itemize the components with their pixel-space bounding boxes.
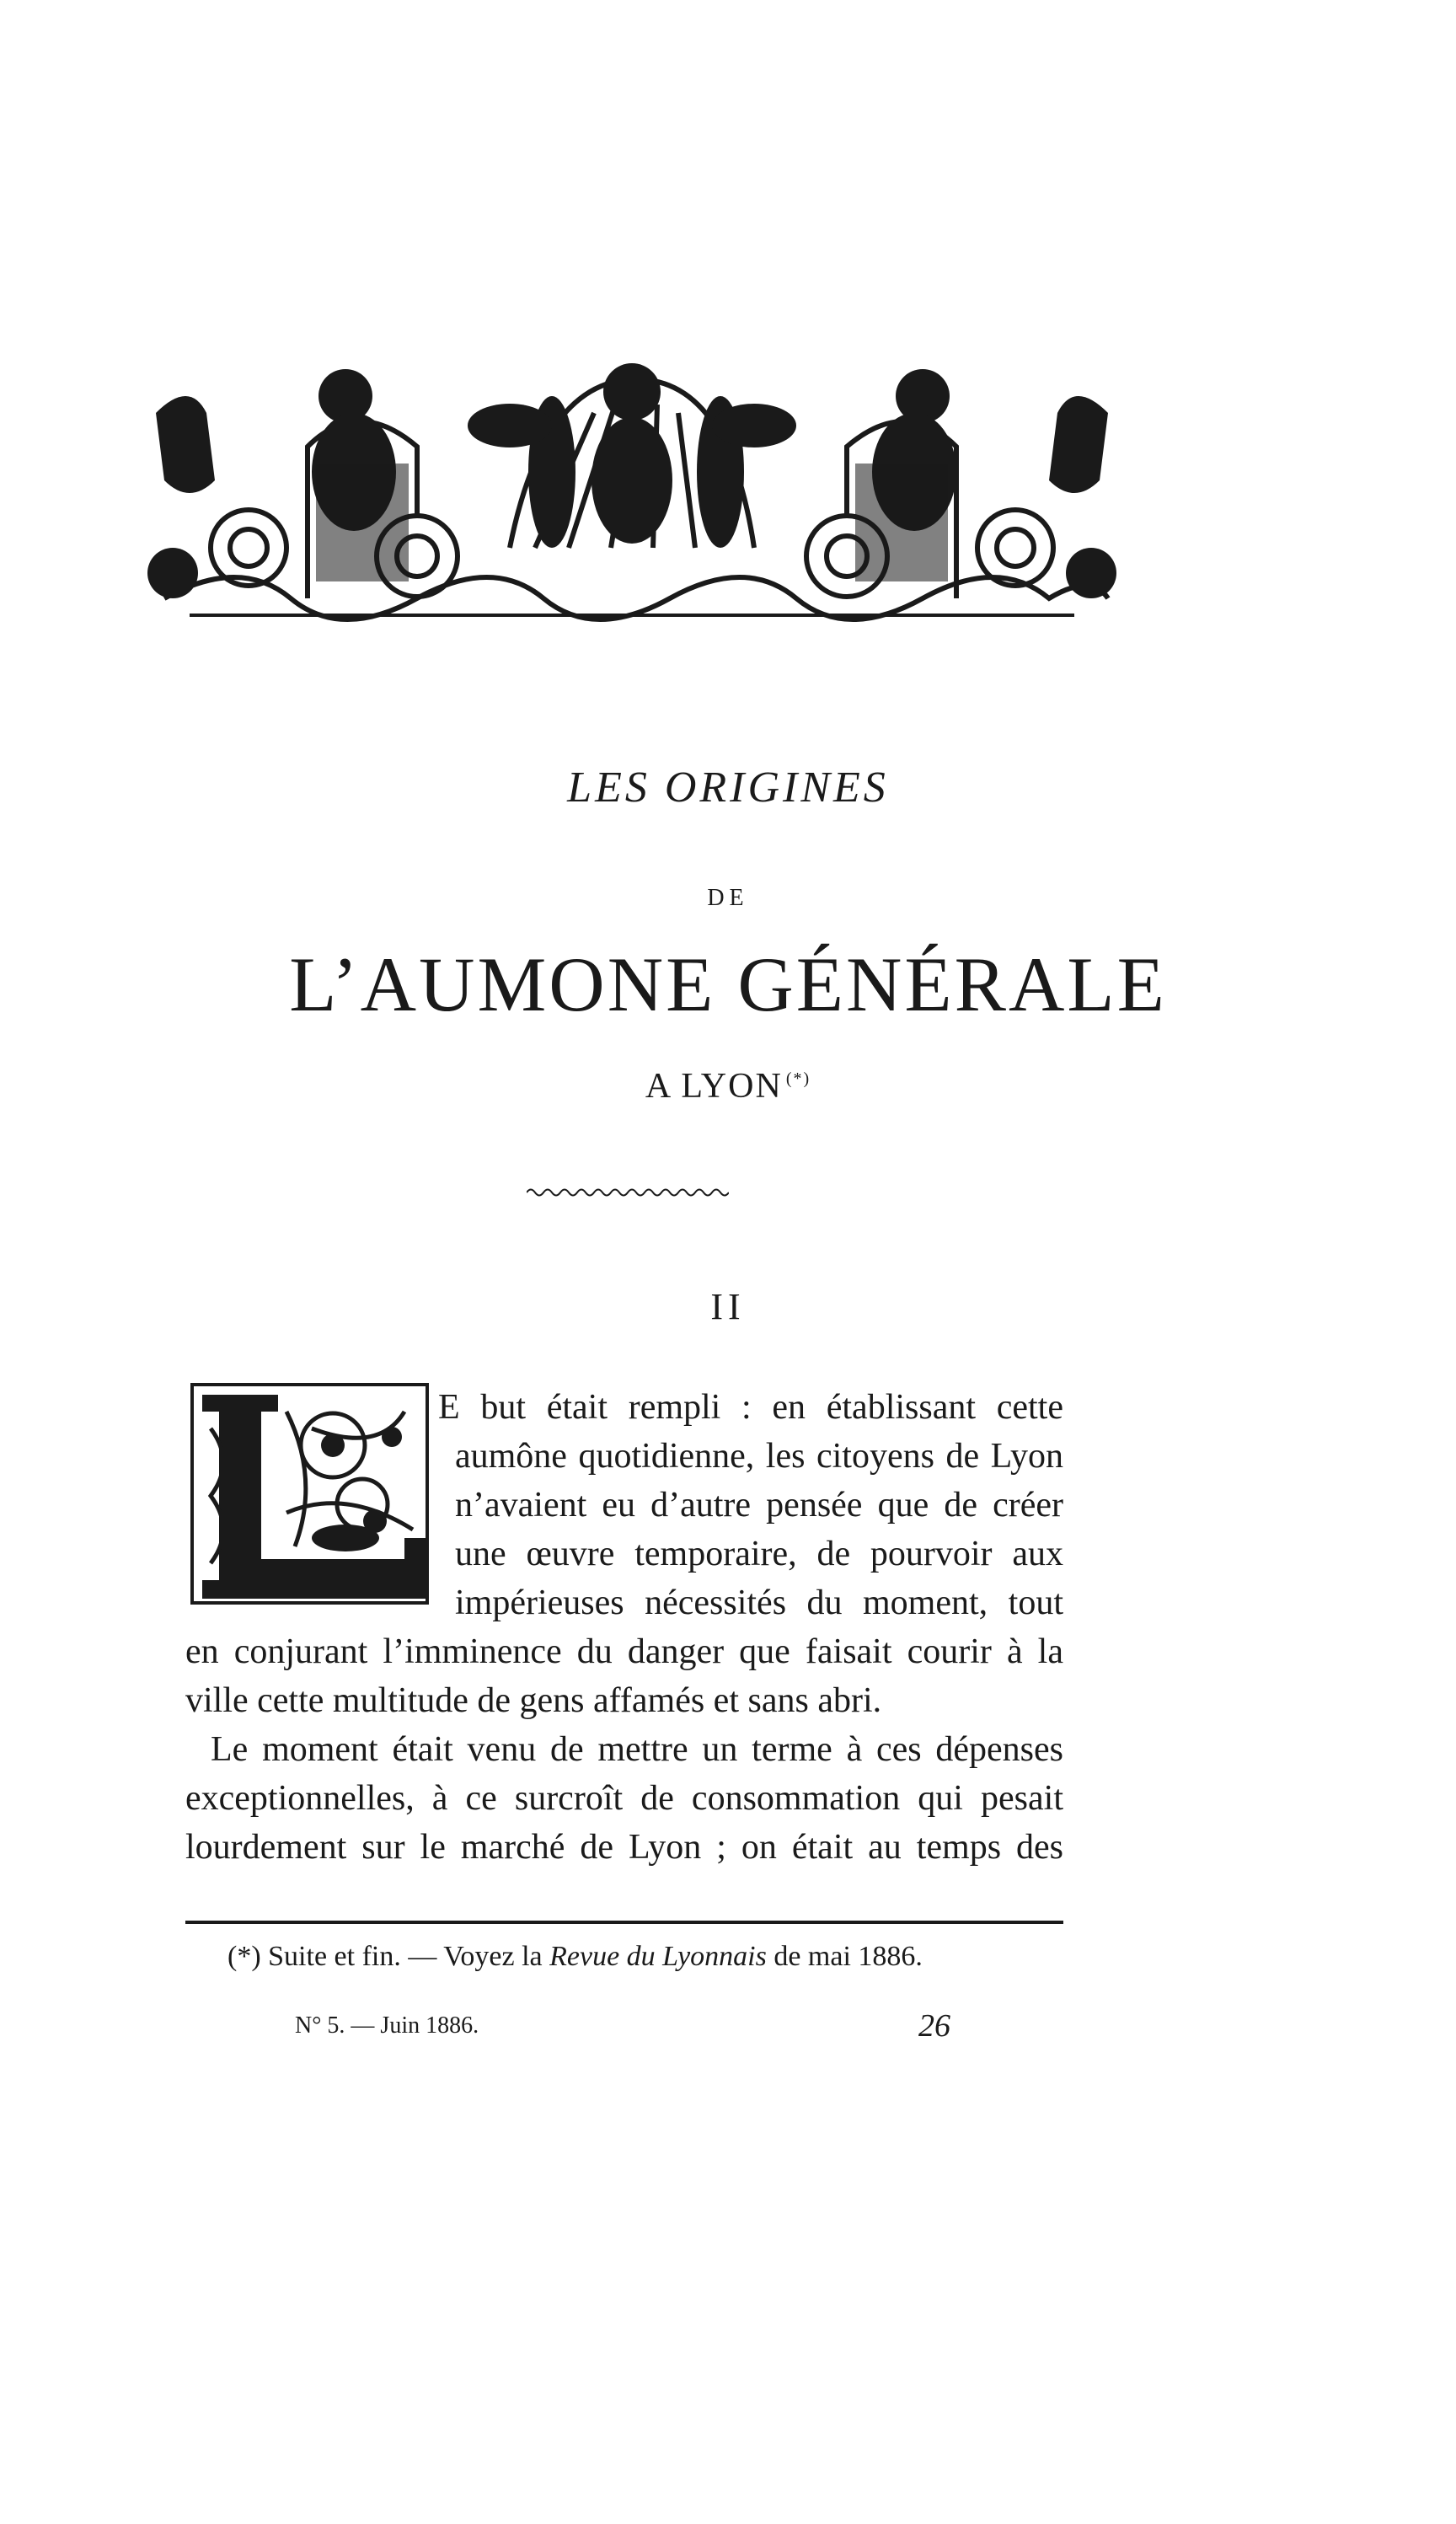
body-line-1: E but était rempli : en établissant cette [438, 1388, 1063, 1427]
body-line-6: en conjurant l’imminence du danger que faisait courir à la [185, 1632, 1063, 1671]
body-line-3: n’avaient eu d’autre pensée que de créer [455, 1486, 1063, 1525]
title-line-1: LES ORIGINES [567, 764, 889, 812]
section-number: II [710, 1286, 746, 1327]
title-subtitle-text: A LYON [645, 1067, 783, 1106]
body-line-7: ville cette multitude de gens affamés et sans abri. [185, 1681, 882, 1720]
body-line-10: lourdement sur le marché de Lyon ; on était au temps des [185, 1828, 1063, 1867]
title-de: DE [707, 885, 749, 911]
ornamental-headpiece [139, 346, 1125, 632]
title-subtitle [0, 1066, 1456, 1107]
footnote [228, 1941, 923, 1973]
footnote-rule [185, 1921, 1063, 1924]
footnote-lead: (*) Suite et fin. — Voyez la [228, 1941, 543, 1972]
decorated-initial-l [185, 1378, 434, 1610]
footnote-tail: de mai 1886. [774, 1941, 923, 1972]
body-line-4: une œuvre temporaire, de pourvoir aux [455, 1535, 1063, 1573]
body-line-2: aumône quotidienne, les citoyens de Lyon [455, 1437, 1063, 1476]
page-number: 26 [918, 2008, 950, 2044]
body-line-9: exceptionnelles, à ce surcroît de consommation qui pesait [185, 1779, 1063, 1818]
footnote-journal: Revue du Lyonnais [549, 1941, 767, 1972]
title-note-mark: (*) [785, 1069, 811, 1088]
body-line-5: impérieuses nécessités du moment, tout [455, 1584, 1063, 1622]
issue-info: N° 5. — Juin 1886. [295, 2012, 479, 2039]
wavy-divider [527, 1187, 729, 1198]
page-title: L’AUMONE GÉNÉRALE [289, 941, 1167, 1027]
body-line-8: Le moment était venu de mettre un terme à ces dépenses [211, 1730, 1063, 1769]
